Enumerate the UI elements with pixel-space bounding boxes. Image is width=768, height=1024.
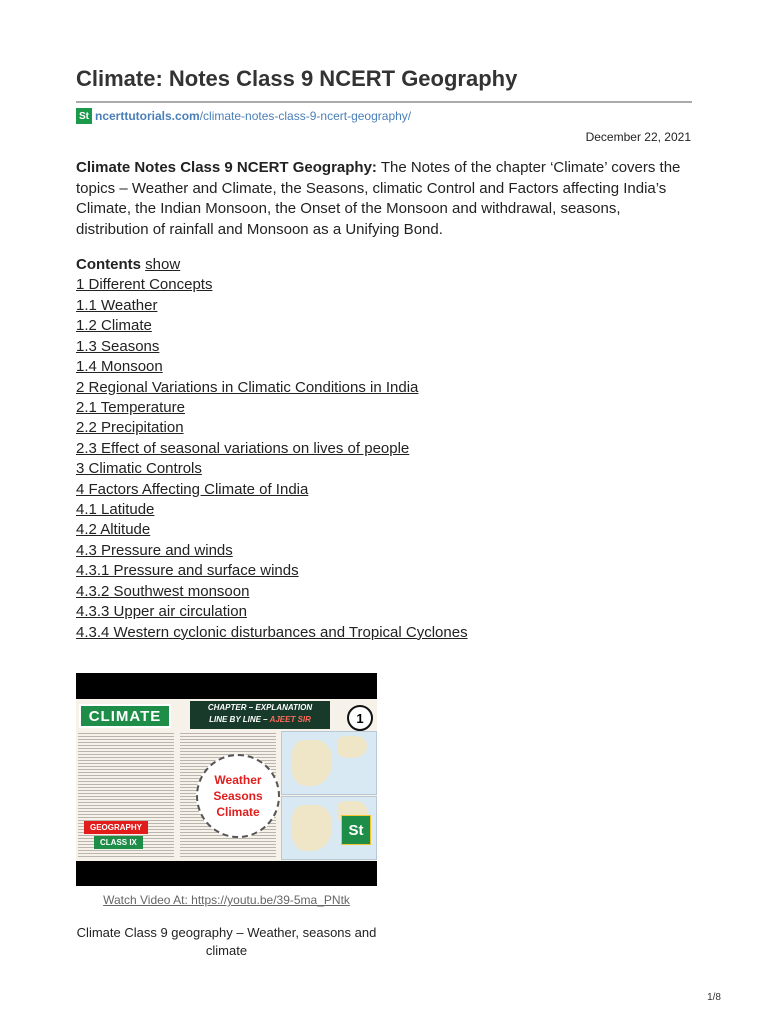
chapter-banner bbox=[190, 701, 330, 729]
watch-video-link[interactable]: Watch Video At: https://youtu.be/39-5ma_PNtk bbox=[103, 893, 350, 907]
india-map-top bbox=[281, 731, 377, 795]
contents-toggle-link[interactable]: show bbox=[145, 256, 181, 273]
toc-link[interactable]: 2.3 Effect of seasonal variations on lives of people bbox=[76, 439, 410, 457]
table-of-contents bbox=[76, 255, 468, 643]
toc-link[interactable]: 4 Factors Affecting Climate of India bbox=[76, 480, 309, 498]
toc-link[interactable]: 4.3 Pressure and winds bbox=[76, 541, 233, 559]
toc-link[interactable]: 4.3.1 Pressure and surface winds bbox=[76, 562, 299, 580]
contents-label: Contents bbox=[76, 256, 141, 273]
toc-link[interactable]: 1.1 Weather bbox=[76, 296, 158, 314]
toc-link[interactable]: 1.4 Monsoon bbox=[76, 358, 163, 376]
chapter-line2-text: LINE BY LINE – bbox=[209, 715, 268, 724]
watch-video-line bbox=[76, 893, 377, 907]
title-divider bbox=[76, 101, 692, 103]
chapter-line2 bbox=[190, 714, 330, 726]
subject-tag: GEOGRAPHY bbox=[84, 821, 148, 834]
source-link[interactable] bbox=[76, 107, 411, 125]
source-path[interactable]: /climate-notes-class-9-ncert-geography/ bbox=[199, 109, 412, 123]
contents-header bbox=[76, 255, 468, 275]
toc-link[interactable]: 4.1 Latitude bbox=[76, 501, 155, 519]
brand-logo-icon: St bbox=[341, 815, 371, 845]
publish-date: December 22, 2021 bbox=[585, 130, 691, 144]
intro-paragraph bbox=[76, 158, 696, 240]
circle-line: Climate bbox=[216, 805, 260, 819]
toc-link[interactable]: 4.3.2 Southwest monsoon bbox=[76, 582, 250, 600]
toc-link[interactable]: 3 Climatic Controls bbox=[76, 460, 202, 478]
thumbnail-heading: CLIMATE bbox=[79, 704, 171, 728]
thumbnail-image bbox=[76, 699, 377, 861]
topic-circle bbox=[196, 754, 280, 838]
toc-link[interactable]: 4.3.4 Western cyclonic disturbances and Tropical Cyclones bbox=[76, 623, 468, 641]
page-title: Climate: Notes Class 9 NCERT Geography bbox=[76, 66, 518, 91]
video-thumbnail[interactable] bbox=[76, 673, 377, 886]
chapter-line1: CHAPTER – EXPLANATION bbox=[207, 703, 313, 712]
site-logo-icon: St bbox=[76, 108, 92, 124]
class-tag: CLASS IX bbox=[94, 836, 143, 849]
toc-link[interactable]: 4.3.3 Upper air circulation bbox=[76, 603, 247, 621]
page-number: 1/8 bbox=[707, 992, 721, 1003]
toc-link[interactable]: 2 Regional Variations in Climatic Conditions in India bbox=[76, 378, 419, 396]
toc-link[interactable]: 1 Different Concepts bbox=[76, 276, 213, 294]
circle-line: Weather bbox=[214, 773, 262, 787]
author-name: AJEET SIR bbox=[269, 715, 311, 724]
source-domain[interactable]: ncerttutorials.com bbox=[95, 109, 200, 123]
chapter-number-badge: 1 bbox=[347, 705, 373, 731]
toc-link[interactable]: 4.2 Altitude bbox=[76, 521, 151, 539]
video-caption: Climate Class 9 geography – Weather, seasons and climate bbox=[76, 925, 377, 958]
intro-text: The Notes of the chapter ‘Climate’ covers the topics – Weather and Climate, the Seasons, climatic Control and Factors affecting India’s Climate, the Indian Monsoon, the Onset of the Monsoon and withdrawal, seasons, distribution of rainfall and Monsoon as a Unifying Bond. bbox=[76, 159, 681, 238]
toc-link[interactable]: 1.2 Climate bbox=[76, 317, 152, 335]
intro-bold: Climate Notes Class 9 NCERT Geography: bbox=[76, 159, 377, 176]
toc-link[interactable]: 2.1 Temperature bbox=[76, 398, 185, 416]
circle-line: Seasons bbox=[213, 789, 263, 803]
toc-link[interactable]: 1.3 Seasons bbox=[76, 337, 160, 355]
toc-link[interactable]: 2.2 Precipitation bbox=[76, 419, 184, 437]
